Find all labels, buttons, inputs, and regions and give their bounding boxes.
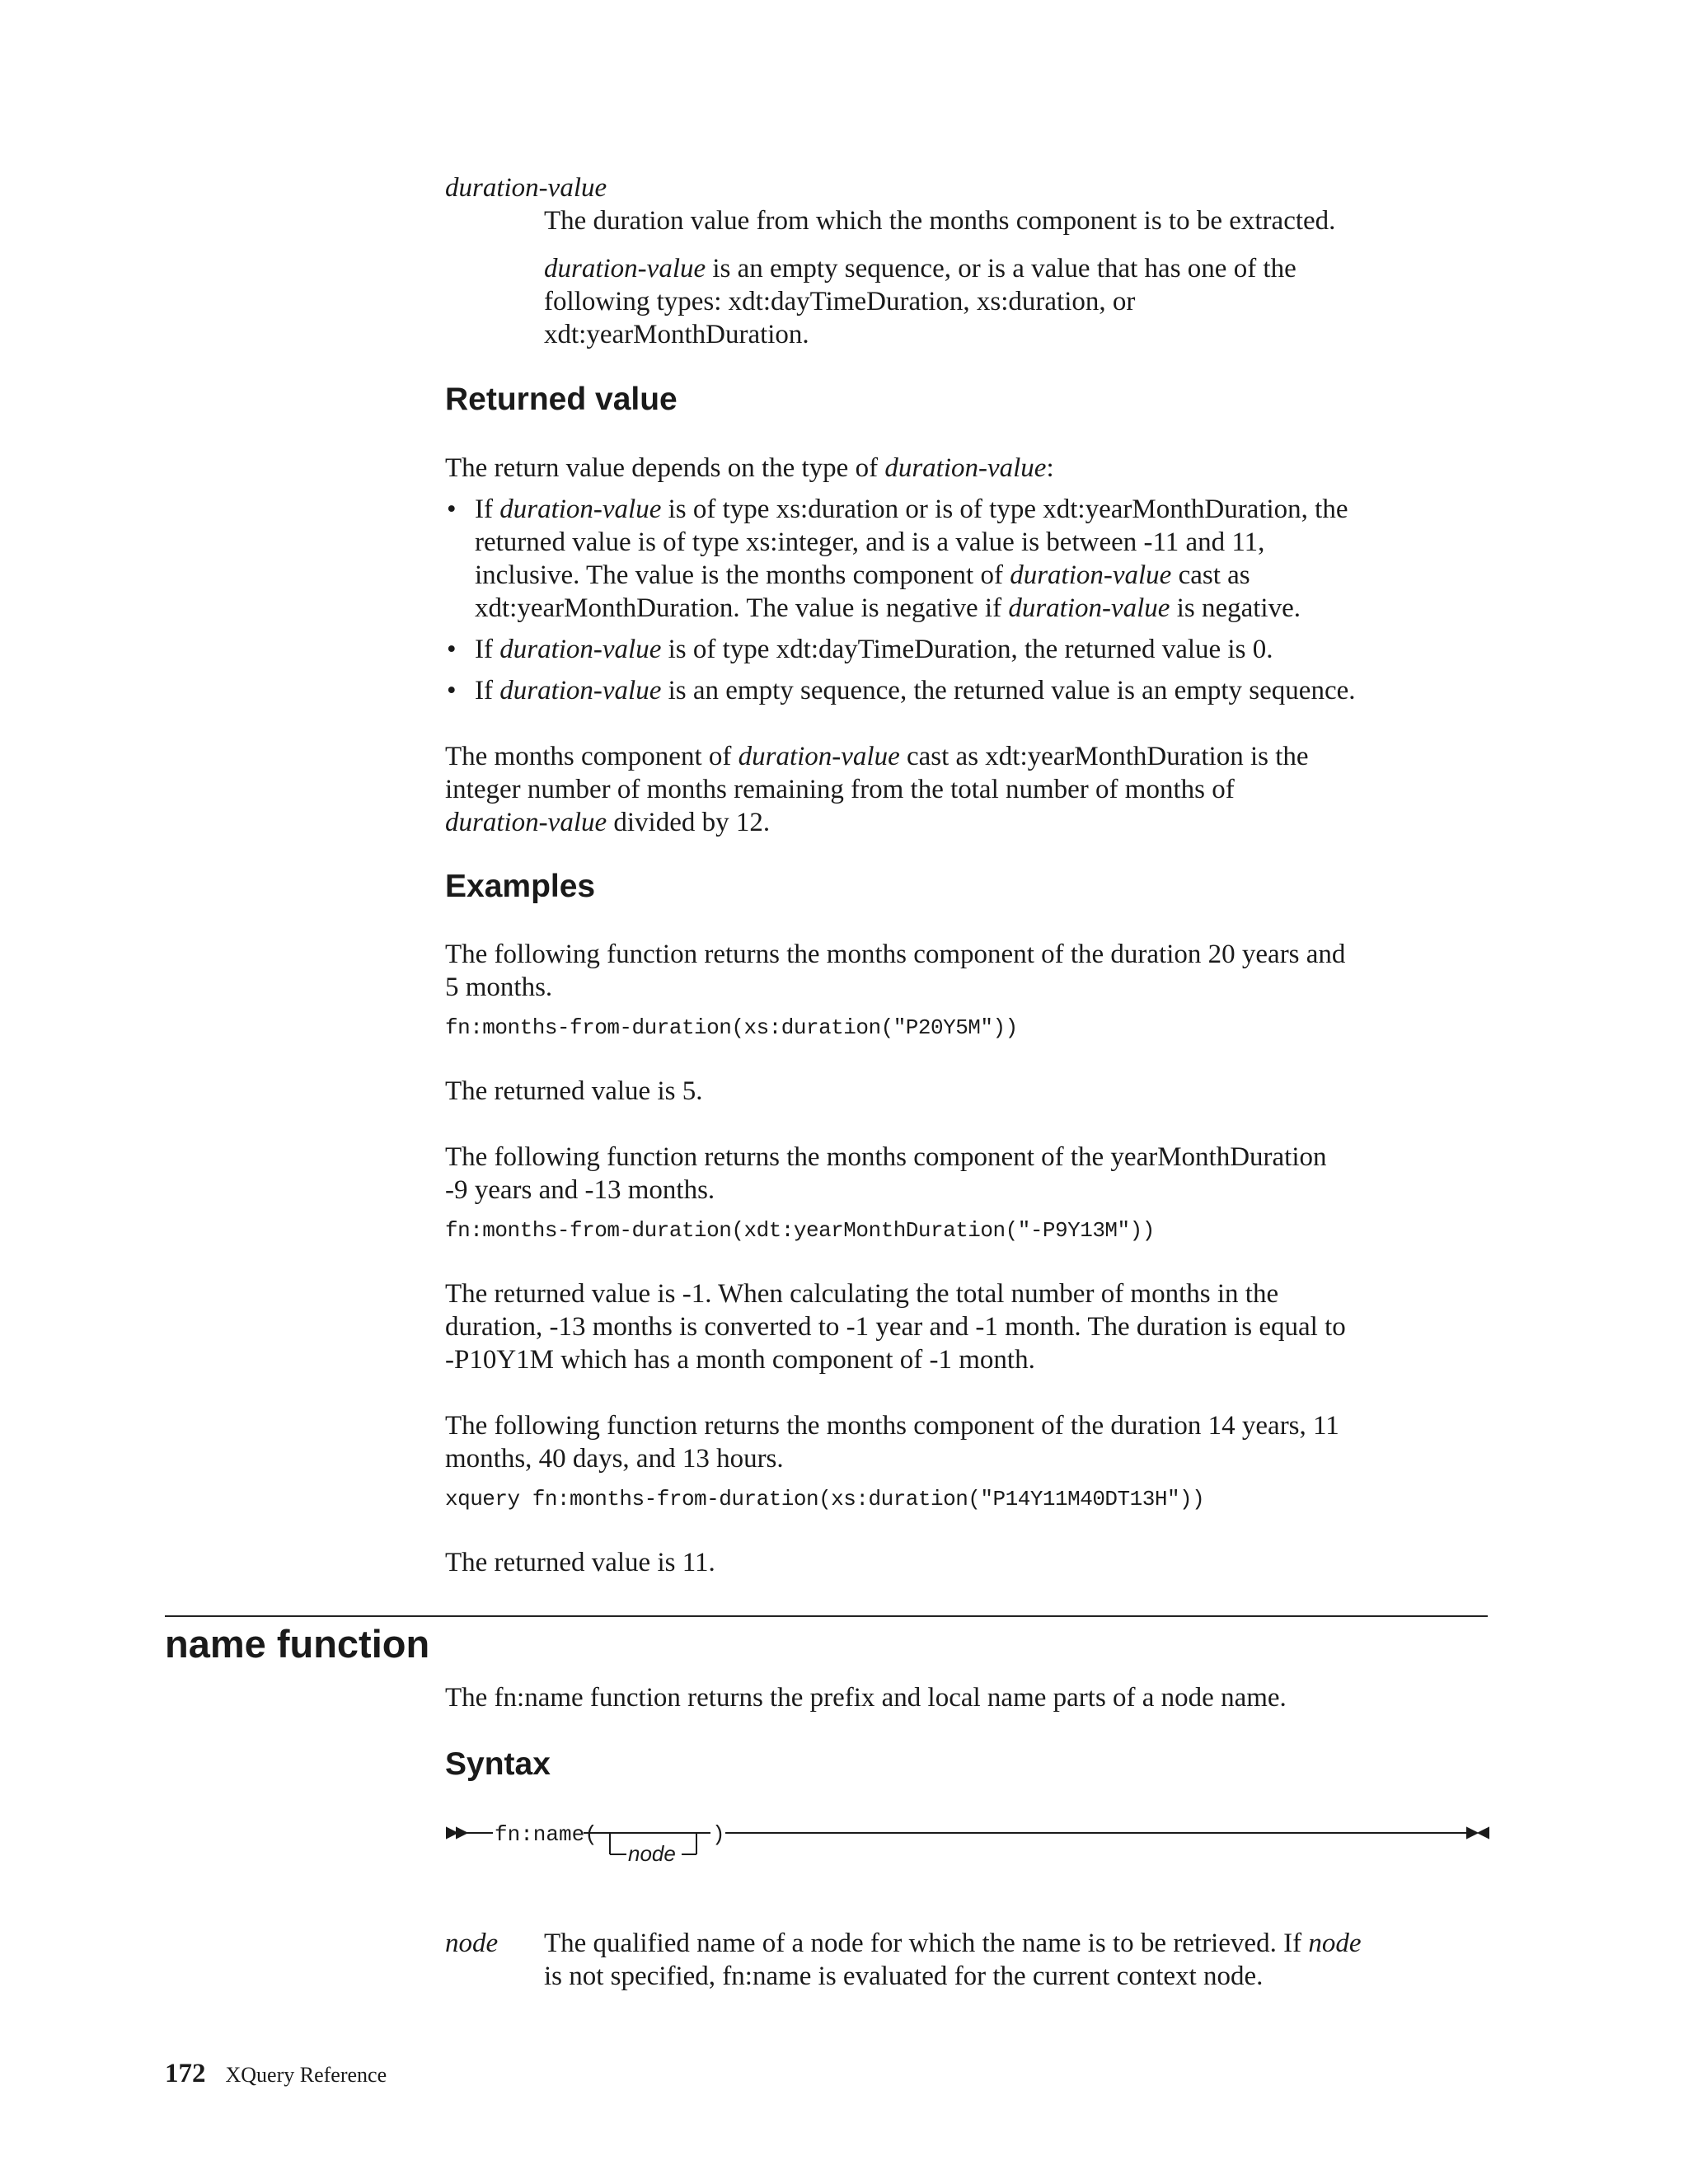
examples-heading: Examples [445, 869, 596, 904]
example-3-code: xquery fn:months-from-duration(xs:duration("P14Y11M40DT13H")) [445, 1487, 1205, 1511]
syntax-close-paren: ) [712, 1822, 725, 1847]
syntax-optional-node: node [628, 1841, 676, 1866]
param-description: The duration value from which the months component is to be extracted. [544, 206, 1336, 236]
returned-value-intro: The return value depends on the type of duration-value: [445, 453, 1054, 483]
example-2-result: The returned value is -1. When calculating the total number of months in the duration, -13 months is converted to -1 year and -1 month. The duration is equal to -P10Y1M which has a month component of -1 month. [445, 1279, 1346, 1375]
example-1-code: fn:months-from-duration(xs:duration("P20Y5M")) [445, 1015, 1018, 1040]
example-2-text: The following function returns the months component of the yearMonthDuration -9 years and -13 months. [445, 1142, 1327, 1205]
returned-value-list [445, 493, 1488, 707]
list-item: • If duration-value is an empty sequence, the returned value is an empty sequence. [445, 674, 1488, 707]
example-3-result: The returned value is 11. [445, 1548, 715, 1577]
example-2-code: fn:months-from-duration(xdt:yearMonthDuration("-P9Y13M")) [445, 1218, 1155, 1243]
param-duration-value [445, 171, 1488, 351]
syntax-heading: Syntax [445, 1746, 551, 1782]
footer-title: XQuery Reference [225, 2063, 387, 2087]
example-3-text: The following function returns the months component of the duration 14 years, 11 months, 40 days, and 13 hours. [445, 1411, 1339, 1474]
example-1-result: The returned value is 5. [445, 1076, 703, 1106]
returned-value-heading: Returned value [445, 382, 678, 417]
end-arrow-icon [1467, 1828, 1477, 1838]
page-number: 172 [165, 2059, 206, 2088]
syntax-fn-name: fn:name( [495, 1822, 598, 1847]
param-node-term: node [445, 1929, 499, 1958]
param-node [445, 1927, 1488, 1993]
param-types: duration-value is an empty sequence, or is a value that has one of the following types: xdt:dayTimeDuration, xs:duration, or xdt:yearMonthDuration. [544, 254, 1296, 349]
start-arrow-icon [447, 1828, 457, 1838]
syntax-diagram [445, 1813, 1492, 1879]
section-divider [165, 1615, 1488, 1617]
param-node-description: The qualified name of a node for which the name is to be retrieved. If node is not specified, fn:name is evaluated for the current context node. [544, 1929, 1362, 1991]
param-term: duration-value [445, 173, 607, 203]
returned-value-section [445, 452, 1488, 715]
example-1-text: The following function returns the months component of the duration 20 years and 5 months. [445, 940, 1346, 1002]
section-title: name function [165, 1622, 430, 1666]
list-item: • If duration-value is of type xdt:dayTimeDuration, the returned value is 0. [445, 633, 1488, 666]
months-component-paragraph: The months component of duration-value cast as xdt:yearMonthDuration is the integer number of months remaining from the total number of months of duration-value divided by 12. [445, 742, 1309, 837]
list-item: • If duration-value is of type xs:duration or is of type xdt:yearMonthDuration, the returned value is of type xs:integer, and is a value is between -11 and 11, inclusive. The value is the months component of duration-value cast as xdt:yearMonthDuration. The value is negative if duration-value is negative. [445, 493, 1488, 625]
page-footer [165, 2059, 387, 2089]
name-function-intro: The fn:name function returns the prefix and local name parts of a node name. [445, 1683, 1287, 1713]
